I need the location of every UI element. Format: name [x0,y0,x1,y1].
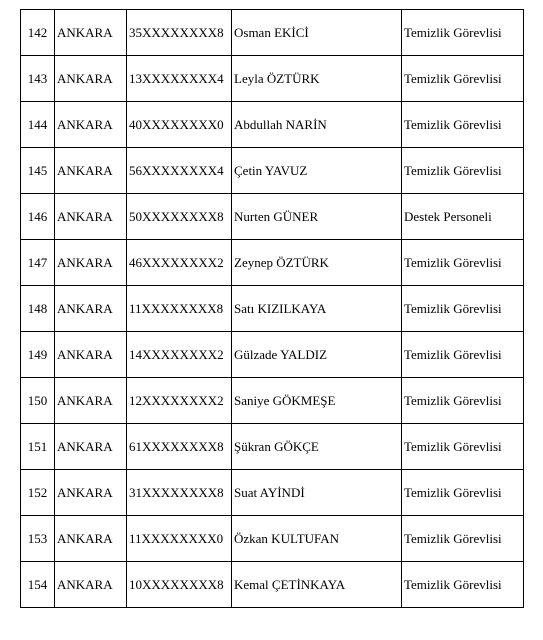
full-name-cell: Gülzade YALDIZ [232,332,402,378]
id-number-cell: 13XXXXXXXX4 [127,56,232,102]
row-number-cell: 142 [21,10,55,56]
table-row [21,516,524,562]
table-row [21,194,524,240]
id-number-cell: 61XXXXXXXX8 [127,424,232,470]
full-name-cell: Satı KIZILKAYA [232,286,402,332]
row-number-cell: 152 [21,470,55,516]
row-number-cell: 153 [21,516,55,562]
city-cell: ANKARA [55,332,127,378]
row-number-cell: 150 [21,378,55,424]
table-row [21,286,524,332]
table-row [21,10,524,56]
city-cell: ANKARA [55,562,127,608]
city-cell: ANKARA [55,286,127,332]
full-name-cell: Osman EKİCİ [232,10,402,56]
city-cell: ANKARA [55,470,127,516]
city-cell: ANKARA [55,516,127,562]
id-number-cell: 40XXXXXXXX0 [127,102,232,148]
full-name-cell: Saniye GÖKMEŞE [232,378,402,424]
row-number-cell: 154 [21,562,55,608]
row-number-cell: 151 [21,424,55,470]
city-cell: ANKARA [55,10,127,56]
id-number-cell: 35XXXXXXXX8 [127,10,232,56]
row-number-cell: 147 [21,240,55,286]
id-number-cell: 12XXXXXXXX2 [127,378,232,424]
row-number-cell: 143 [21,56,55,102]
table-row [21,562,524,608]
city-cell: ANKARA [55,424,127,470]
city-cell: ANKARA [55,148,127,194]
table-row [21,102,524,148]
table-row [21,56,524,102]
id-number-cell: 11XXXXXXXX8 [127,286,232,332]
city-cell: ANKARA [55,194,127,240]
row-number-cell: 148 [21,286,55,332]
row-number-cell: 149 [21,332,55,378]
full-name-cell: Leyla ÖZTÜRK [232,56,402,102]
id-number-cell: 50XXXXXXXX8 [127,194,232,240]
table-row [21,424,524,470]
city-cell: ANKARA [55,56,127,102]
role-cell: Temizlik Görevlisi [402,148,524,194]
role-cell: Temizlik Görevlisi [402,470,524,516]
role-cell: Temizlik Görevlisi [402,332,524,378]
row-number-cell: 145 [21,148,55,194]
role-cell: Destek Personeli [402,194,524,240]
role-cell: Temizlik Görevlisi [402,378,524,424]
id-number-cell: 11XXXXXXXX0 [127,516,232,562]
table-row [21,148,524,194]
id-number-cell: 31XXXXXXXX8 [127,470,232,516]
id-number-cell: 46XXXXXXXX2 [127,240,232,286]
role-cell: Temizlik Görevlisi [402,516,524,562]
full-name-cell: Şükran GÖKÇE [232,424,402,470]
full-name-cell: Zeynep ÖZTÜRK [232,240,402,286]
full-name-cell: Çetin YAVUZ [232,148,402,194]
full-name-cell: Suat AYİNDİ [232,470,402,516]
full-name-cell: Nurten GÜNER [232,194,402,240]
role-cell: Temizlik Görevlisi [402,102,524,148]
row-number-cell: 144 [21,102,55,148]
table-row [21,378,524,424]
role-cell: Temizlik Görevlisi [402,286,524,332]
city-cell: ANKARA [55,102,127,148]
personnel-table [20,9,524,608]
city-cell: ANKARA [55,378,127,424]
city-cell: ANKARA [55,240,127,286]
full-name-cell: Özkan KULTUFAN [232,516,402,562]
full-name-cell: Abdullah NARİN [232,102,402,148]
table-row [21,470,524,516]
role-cell: Temizlik Görevlisi [402,240,524,286]
full-name-cell: Kemal ÇETİNKAYA [232,562,402,608]
id-number-cell: 14XXXXXXXX2 [127,332,232,378]
role-cell: Temizlik Görevlisi [402,10,524,56]
role-cell: Temizlik Görevlisi [402,424,524,470]
id-number-cell: 56XXXXXXXX4 [127,148,232,194]
row-number-cell: 146 [21,194,55,240]
table-row [21,240,524,286]
id-number-cell: 10XXXXXXXX8 [127,562,232,608]
role-cell: Temizlik Görevlisi [402,56,524,102]
role-cell: Temizlik Görevlisi [402,562,524,608]
table-row [21,332,524,378]
